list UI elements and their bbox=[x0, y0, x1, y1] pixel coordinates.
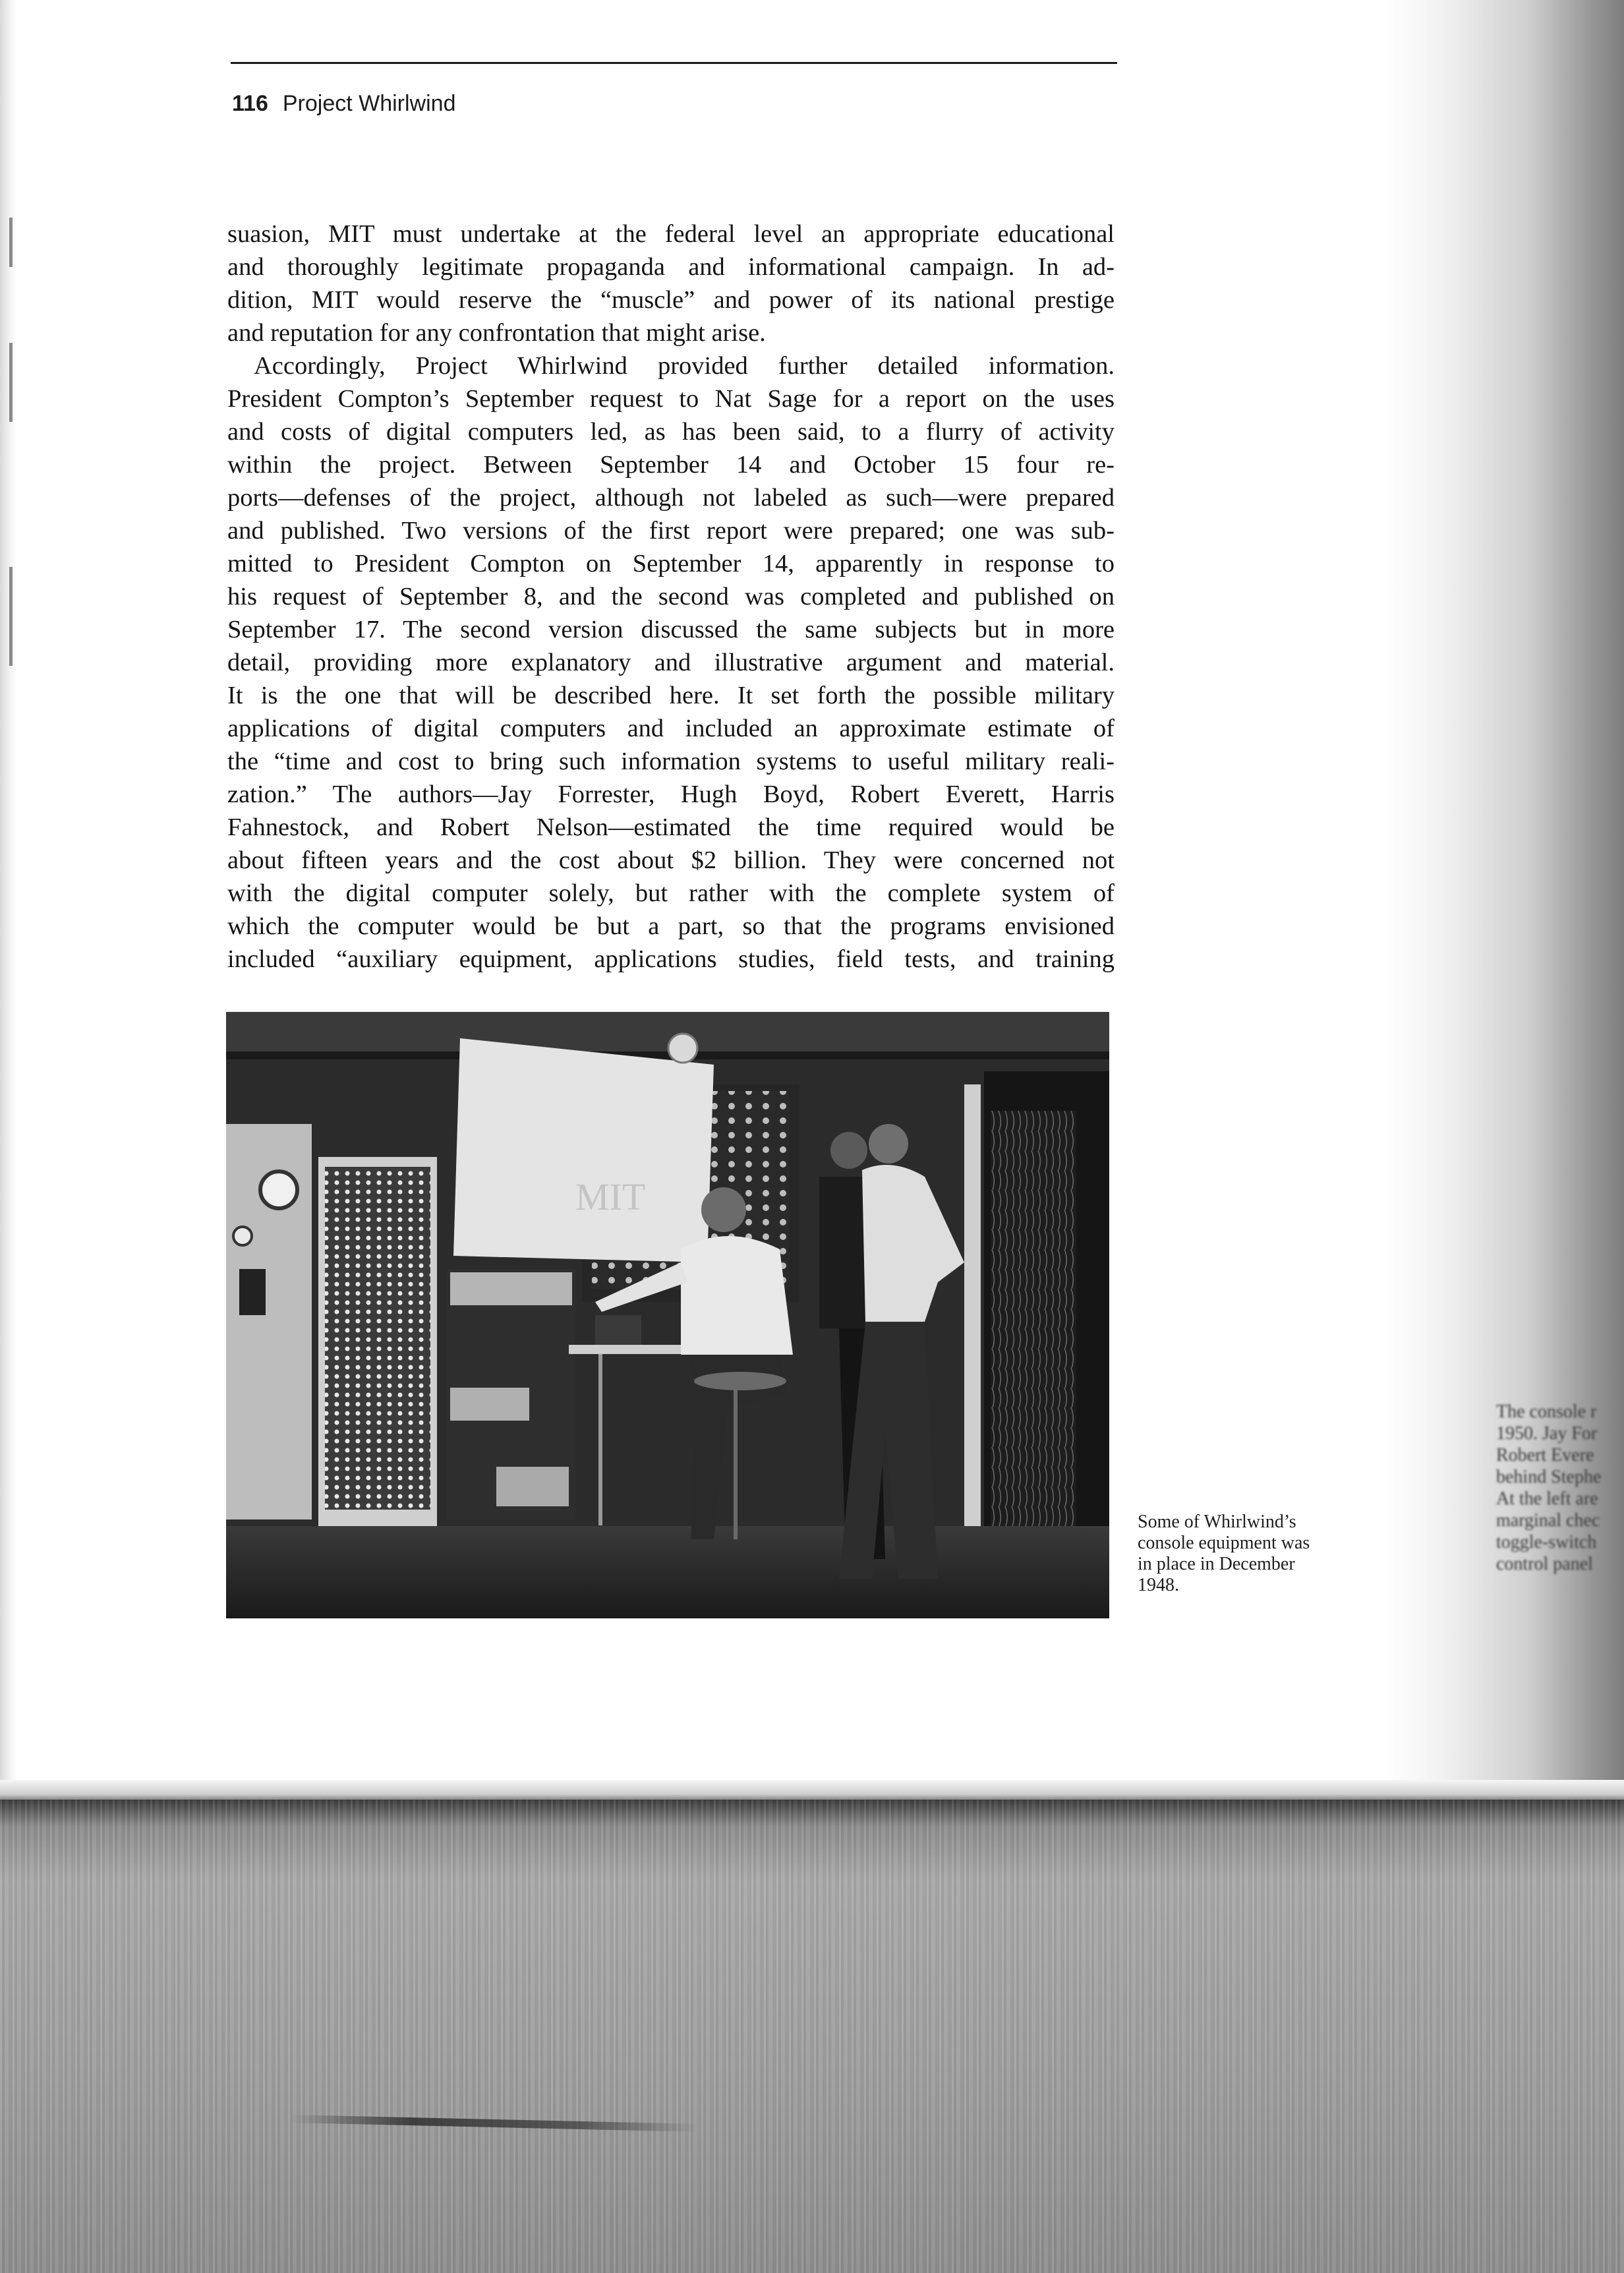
caption-line: in place in December bbox=[1138, 1554, 1295, 1574]
body-text bbox=[227, 218, 1115, 976]
scanner-bed bbox=[0, 1800, 1624, 2273]
clock-icon bbox=[668, 1034, 697, 1063]
header-rule bbox=[231, 62, 1117, 64]
figure-caption bbox=[1138, 1512, 1362, 1596]
text-line: Fahnestock, and Robert Nelson—estimated the time required would be bbox=[227, 813, 1115, 841]
facing-page-caption: The console r 1950. Jay For Robert Evere behind Stephe At the left are marginal chec toggle-switch control panel bbox=[1496, 1402, 1602, 1574]
text-line: applications of digital computers and included an approximate estimate of bbox=[227, 715, 1115, 742]
text-line: and thoroughly legitimate propaganda and informational campaign. In ad- bbox=[227, 253, 1115, 281]
text-line: his request of September 8, and the second was completed and published on bbox=[227, 583, 1115, 610]
text-line: within the project. Between September 14 and October 15 four re- bbox=[227, 451, 1115, 479]
caption-line: Some of Whirlwind’s bbox=[1138, 1512, 1296, 1532]
caption-line: 1948. bbox=[1138, 1575, 1179, 1595]
caption-line: console equipment was bbox=[1138, 1533, 1310, 1553]
text-line: and reputation for any confrontation that might arise. bbox=[227, 319, 766, 347]
binding-mark bbox=[9, 218, 13, 267]
text-line: detail, providing more explanatory and illustrative argument and material. bbox=[227, 649, 1115, 676]
text-line: mitted to President Compton on September 14, apparently in response to bbox=[227, 550, 1115, 577]
page-number: 116 bbox=[232, 91, 268, 116]
text-line: ports—defenses of the project, although not labeled as such—were prepared bbox=[227, 484, 1115, 512]
text-line: included “auxiliary equipment, applications studies, field tests, and training bbox=[227, 945, 1115, 973]
running-title: Project Whirlwind bbox=[282, 91, 456, 116]
text-line: September 17. The second version discussed the same subjects but in more bbox=[227, 616, 1115, 643]
text-line: zation.” The authors—Jay Forrester, Hugh Boyd, Robert Everett, Harris bbox=[227, 781, 1115, 808]
text-line: the “time and cost to bring such information systems to useful military reali- bbox=[227, 748, 1115, 775]
binding-edge bbox=[0, 0, 17, 1819]
paragraph-start-line: Accordingly, Project Whirlwind provided further detailed information. bbox=[254, 352, 1115, 380]
binding-mark bbox=[9, 567, 13, 666]
whirlwind-console-photo bbox=[226, 1012, 1109, 1618]
binding-mark bbox=[9, 343, 13, 422]
text-line: suasion, MIT must undertake at the federal level an appropriate educational bbox=[227, 220, 1115, 248]
running-head bbox=[232, 91, 455, 117]
text-line: and published. Two versions of the first report were prepared; one was sub- bbox=[227, 517, 1115, 545]
photo-illustration bbox=[226, 1012, 1109, 1618]
drawing-board bbox=[453, 1038, 714, 1262]
board-lettering: MIT bbox=[575, 1175, 646, 1218]
text-line: and costs of digital computers led, as has been said, to a flurry of activity bbox=[227, 418, 1115, 446]
typewriter bbox=[595, 1315, 641, 1345]
text-line: dition, MIT would reserve the “muscle” and power of its national prestige bbox=[227, 286, 1115, 314]
text-line: about fifteen years and the cost about $2 billion. They were concerned not bbox=[227, 846, 1115, 874]
text-line: It is the one that will be described here. It set forth the possible military bbox=[227, 682, 1115, 709]
text-line: with the digital computer solely, but rather with the complete system of bbox=[227, 879, 1115, 907]
text-line: which the computer would be but a part, so that the programs envisioned bbox=[227, 912, 1115, 940]
text-line: President Compton’s September request to Nat Sage for a report on the uses bbox=[227, 385, 1115, 413]
